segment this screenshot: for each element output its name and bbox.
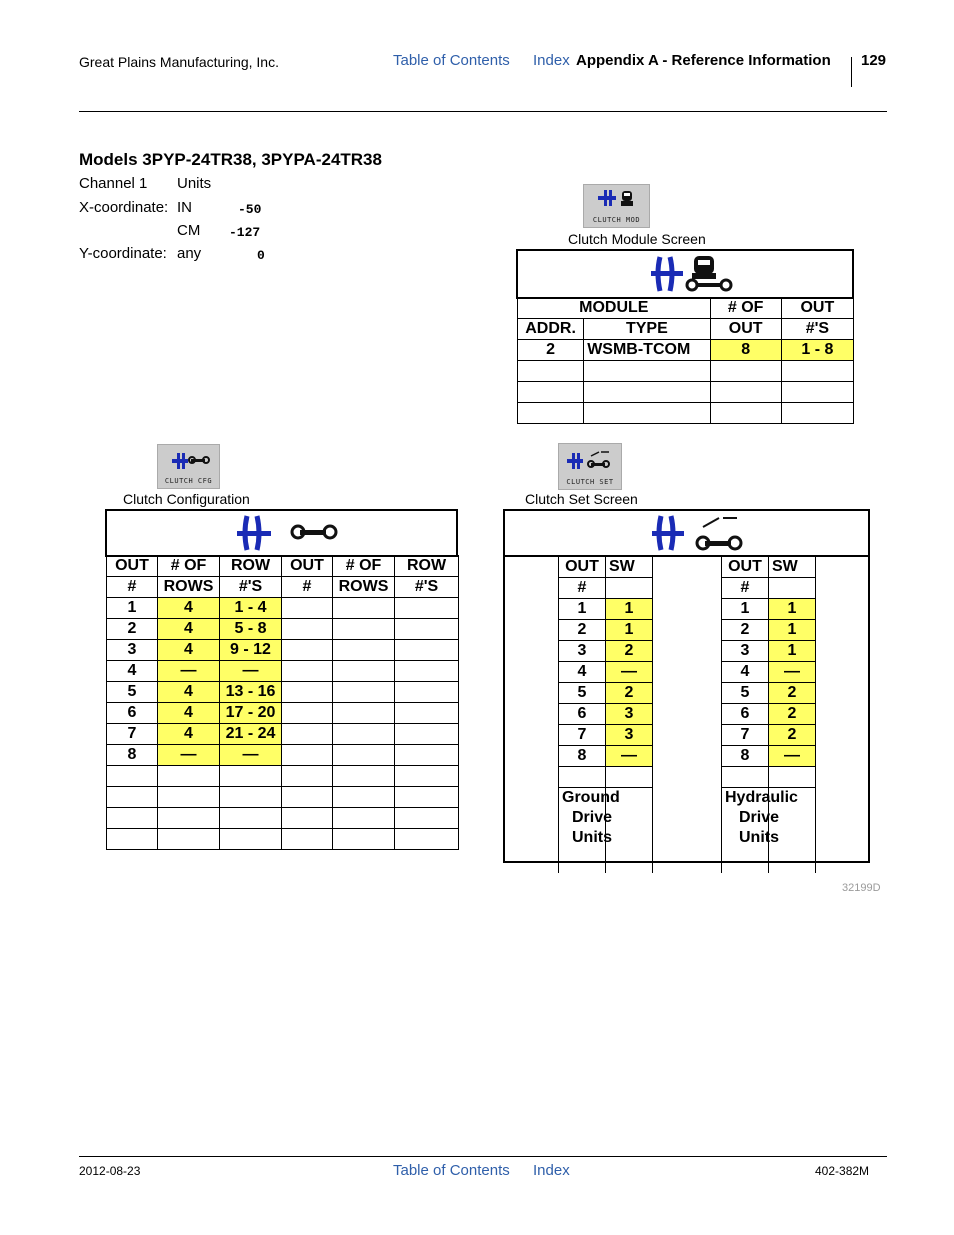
module-out-nums: 1 - 8 xyxy=(781,340,853,361)
clutch-config-caption: Clutch Configuration xyxy=(123,491,250,507)
config-out: 5 xyxy=(107,682,158,703)
out-header: OUT xyxy=(722,557,769,578)
ground-sw: 1 xyxy=(606,620,653,641)
hydraulic-out: 7 xyxy=(722,725,769,746)
empty-cell xyxy=(333,661,395,682)
x-value-cm: -127 xyxy=(229,225,261,240)
units-label: Units xyxy=(177,175,212,192)
clutch-set-button-caption: CLUTCH SET xyxy=(566,478,614,486)
hydraulic-out: 6 xyxy=(722,704,769,725)
empty-cell xyxy=(333,598,395,619)
empty-cell xyxy=(395,682,459,703)
toc-link-header[interactable]: Table of Contents xyxy=(393,52,510,69)
row-nums-header-sub-2: #'S xyxy=(395,577,459,598)
empty-cell xyxy=(107,766,158,787)
empty-cell xyxy=(282,598,333,619)
clutch-module-button-caption: CLUTCH MOD xyxy=(592,216,641,224)
table-row xyxy=(722,746,816,767)
empty-cell xyxy=(395,598,459,619)
out-header-sub: # xyxy=(107,577,158,598)
row-nums-header-2: ROW xyxy=(395,556,459,577)
table-row xyxy=(559,725,653,746)
clutch-module-header xyxy=(516,249,854,299)
table-row xyxy=(107,703,459,724)
config-row-nums: — xyxy=(220,661,282,682)
empty-cell xyxy=(395,661,459,682)
section-name: Appendix A - Reference Information xyxy=(576,52,831,69)
config-rows: 4 xyxy=(158,619,220,640)
config-rows: 4 xyxy=(158,640,220,661)
row-nums-header-sub: #'S xyxy=(220,577,282,598)
x-unit-cm: CM xyxy=(177,222,201,239)
out-count-header: OUT xyxy=(710,319,781,340)
ground-sw: 2 xyxy=(606,683,653,704)
empty-cell xyxy=(220,808,282,829)
table-row xyxy=(559,683,653,704)
addr-header: ADDR. xyxy=(518,319,584,340)
hydraulic-sw: 2 xyxy=(769,704,816,725)
x-unit-in: IN xyxy=(177,199,192,216)
ground-out: 6 xyxy=(559,704,606,725)
section-title: Models 3PYP-24TR38, 3PYPA-24TR38 xyxy=(79,150,382,169)
empty-cell xyxy=(282,619,333,640)
out-header: OUT xyxy=(559,557,606,578)
empty-cell xyxy=(333,808,395,829)
hydraulic-out: 8 xyxy=(722,746,769,767)
table-row xyxy=(107,808,459,829)
hydraulic-sw: 1 xyxy=(769,620,816,641)
rows-header-sub-2: ROWS xyxy=(333,577,395,598)
empty-cell xyxy=(395,703,459,724)
config-row-nums: 21 - 24 xyxy=(220,724,282,745)
table-row xyxy=(722,662,816,683)
hydraulic-sw: — xyxy=(769,662,816,683)
figure-id: 32199D xyxy=(842,882,881,894)
index-link-footer[interactable]: Index xyxy=(533,1162,570,1179)
empty-cell xyxy=(395,808,459,829)
module-header: MODULE xyxy=(518,298,711,319)
y-coordinate-label: Y-coordinate: xyxy=(79,245,167,262)
empty-cell xyxy=(282,787,333,808)
ground-sw: 3 xyxy=(606,704,653,725)
ground-sw: 1 xyxy=(606,599,653,620)
empty-cell xyxy=(107,808,158,829)
table-row xyxy=(559,704,653,725)
empty-cell xyxy=(333,682,395,703)
config-out: 1 xyxy=(107,598,158,619)
table-row xyxy=(518,340,854,361)
y-unit: any xyxy=(177,245,202,262)
ground-sw: 2 xyxy=(606,641,653,662)
config-out: 8 xyxy=(107,745,158,766)
clutch-config-header-icon xyxy=(232,511,342,555)
config-row-nums: 5 - 8 xyxy=(220,619,282,640)
config-rows: — xyxy=(158,745,220,766)
hydraulic-sw: — xyxy=(769,746,816,767)
channel-label: Channel 1 xyxy=(79,175,148,192)
empty-cell xyxy=(158,766,220,787)
table-row xyxy=(559,746,653,767)
out-header-sub-2: # xyxy=(282,577,333,598)
table-row xyxy=(559,641,653,662)
table-row xyxy=(722,683,816,704)
table-row xyxy=(107,640,459,661)
clutch-module-caption: Clutch Module Screen xyxy=(568,231,706,247)
module-out-count: 8 xyxy=(710,340,781,361)
out-header: OUT xyxy=(781,298,853,319)
empty-cell xyxy=(282,829,333,850)
table-row xyxy=(107,724,459,745)
hydraulic-drive-label: Hydraulic Drive Units xyxy=(722,788,769,874)
header-divider xyxy=(851,57,852,87)
hydraulic-sw: 1 xyxy=(769,599,816,620)
empty-cell xyxy=(158,829,220,850)
rows-header-sub: ROWS xyxy=(158,577,220,598)
rows-header: # OF xyxy=(158,556,220,577)
empty-cell xyxy=(158,787,220,808)
clutch-set-icon xyxy=(559,444,621,476)
toc-link-footer[interactable]: Table of Contents xyxy=(393,1162,510,1179)
empty-cell xyxy=(282,661,333,682)
module-type: WSMB-TCOM xyxy=(584,340,710,361)
rows-header-2: # OF xyxy=(333,556,395,577)
header-rule xyxy=(79,111,887,112)
table-row xyxy=(107,598,459,619)
empty-cell xyxy=(220,766,282,787)
table-row xyxy=(107,766,459,787)
empty-cell xyxy=(333,724,395,745)
empty-cell xyxy=(282,640,333,661)
empty-cell xyxy=(107,829,158,850)
empty-cell xyxy=(282,682,333,703)
ground-out: 1 xyxy=(559,599,606,620)
footer-date: 2012-08-23 xyxy=(79,1164,141,1178)
clutch-config-button[interactable] xyxy=(157,444,220,489)
out-nums-header: #'S xyxy=(781,319,853,340)
table-row xyxy=(559,599,653,620)
index-link-header[interactable]: Index xyxy=(533,52,570,69)
empty-cell xyxy=(333,703,395,724)
empty-cell xyxy=(282,745,333,766)
config-out: 6 xyxy=(107,703,158,724)
empty-cell xyxy=(333,766,395,787)
empty-cell xyxy=(220,829,282,850)
ground-out: 3 xyxy=(559,641,606,662)
empty-cell xyxy=(282,766,333,787)
config-row-nums: 13 - 16 xyxy=(220,682,282,703)
footer-rule xyxy=(79,1156,887,1157)
table-row xyxy=(722,725,816,746)
page-number: 129 xyxy=(861,52,887,69)
table-row xyxy=(518,382,854,403)
clutch-config-header xyxy=(105,509,458,557)
clutch-module-header-icon xyxy=(646,251,746,297)
empty-cell xyxy=(395,640,459,661)
sw-header: SW xyxy=(606,557,653,578)
empty-cell xyxy=(282,808,333,829)
clutch-set-caption: Clutch Set Screen xyxy=(525,491,638,507)
x-coordinate-label: X-coordinate: xyxy=(79,199,169,216)
type-header: TYPE xyxy=(584,319,710,340)
config-rows: 4 xyxy=(158,724,220,745)
empty-cell xyxy=(395,619,459,640)
empty-cell xyxy=(395,766,459,787)
doc-number: 402-382M xyxy=(815,1164,870,1178)
ground-sw: — xyxy=(606,746,653,767)
x-value-in: -50 xyxy=(238,202,262,217)
empty-cell xyxy=(333,640,395,661)
table-row xyxy=(107,661,459,682)
config-row-nums: 1 - 4 xyxy=(220,598,282,619)
table-row xyxy=(518,403,854,424)
table-row xyxy=(107,619,459,640)
config-row-nums: — xyxy=(220,745,282,766)
hydraulic-out: 2 xyxy=(722,620,769,641)
table-row xyxy=(107,682,459,703)
clutch-set-header xyxy=(503,509,870,557)
empty-cell xyxy=(282,703,333,724)
clutch-module-icon xyxy=(584,185,649,215)
empty-cell xyxy=(395,724,459,745)
table-row xyxy=(518,361,854,382)
company-name: Great Plains Manufacturing, Inc. xyxy=(79,54,279,70)
clutch-set-header-icon xyxy=(647,511,757,555)
ground-out: 2 xyxy=(559,620,606,641)
empty-cell xyxy=(220,787,282,808)
table-row xyxy=(559,620,653,641)
table-row xyxy=(107,745,459,766)
config-rows: 4 xyxy=(158,682,220,703)
table-row xyxy=(722,704,816,725)
clutch-set-button[interactable] xyxy=(558,443,622,490)
clutch-config-table xyxy=(106,555,459,850)
empty-cell xyxy=(333,829,395,850)
clutch-module-table xyxy=(517,297,854,424)
ground-out: 4 xyxy=(559,662,606,683)
empty-cell xyxy=(333,787,395,808)
hydraulic-out: 1 xyxy=(722,599,769,620)
table-row xyxy=(107,787,459,808)
empty-cell xyxy=(395,829,459,850)
out-header-sub: # xyxy=(559,578,606,599)
config-row-nums: 9 - 12 xyxy=(220,640,282,661)
hydraulic-out: 3 xyxy=(722,641,769,662)
empty-cell xyxy=(395,787,459,808)
config-row-nums: 17 - 20 xyxy=(220,703,282,724)
config-out: 2 xyxy=(107,619,158,640)
table-row xyxy=(722,620,816,641)
table-row xyxy=(559,662,653,683)
config-out: 7 xyxy=(107,724,158,745)
y-value: 0 xyxy=(257,248,265,263)
out-header: OUT xyxy=(107,556,158,577)
row-nums-header: ROW xyxy=(220,556,282,577)
config-rows: 4 xyxy=(158,703,220,724)
ground-out: 5 xyxy=(559,683,606,704)
table-row xyxy=(107,829,459,850)
empty-cell xyxy=(333,619,395,640)
ground-drive-label: Ground Drive Units xyxy=(559,788,606,874)
hydraulic-sw: 1 xyxy=(769,641,816,662)
hydraulic-sw: 2 xyxy=(769,683,816,704)
num-of-header: # OF xyxy=(710,298,781,319)
empty-cell xyxy=(333,745,395,766)
hydraulic-out: 5 xyxy=(722,683,769,704)
ground-sw: — xyxy=(606,662,653,683)
empty-cell xyxy=(395,745,459,766)
hydraulic-drive-table xyxy=(721,556,816,873)
clutch-module-button[interactable] xyxy=(583,184,650,228)
module-addr: 2 xyxy=(518,340,584,361)
hydraulic-out: 4 xyxy=(722,662,769,683)
config-out: 3 xyxy=(107,640,158,661)
sw-header: SW xyxy=(769,557,816,578)
config-out: 4 xyxy=(107,661,158,682)
table-row xyxy=(722,641,816,662)
ground-out: 8 xyxy=(559,746,606,767)
config-rows: — xyxy=(158,661,220,682)
empty-cell xyxy=(107,787,158,808)
ground-sw: 3 xyxy=(606,725,653,746)
empty-cell xyxy=(158,808,220,829)
clutch-config-button-caption: CLUTCH CFG xyxy=(164,477,213,485)
empty-cell xyxy=(282,724,333,745)
ground-drive-table xyxy=(558,556,653,873)
ground-out: 7 xyxy=(559,725,606,746)
hydraulic-sw: 2 xyxy=(769,725,816,746)
out-header-2: OUT xyxy=(282,556,333,577)
out-header-sub: # xyxy=(722,578,769,599)
table-row xyxy=(722,599,816,620)
config-rows: 4 xyxy=(158,598,220,619)
clutch-config-icon xyxy=(158,445,219,475)
